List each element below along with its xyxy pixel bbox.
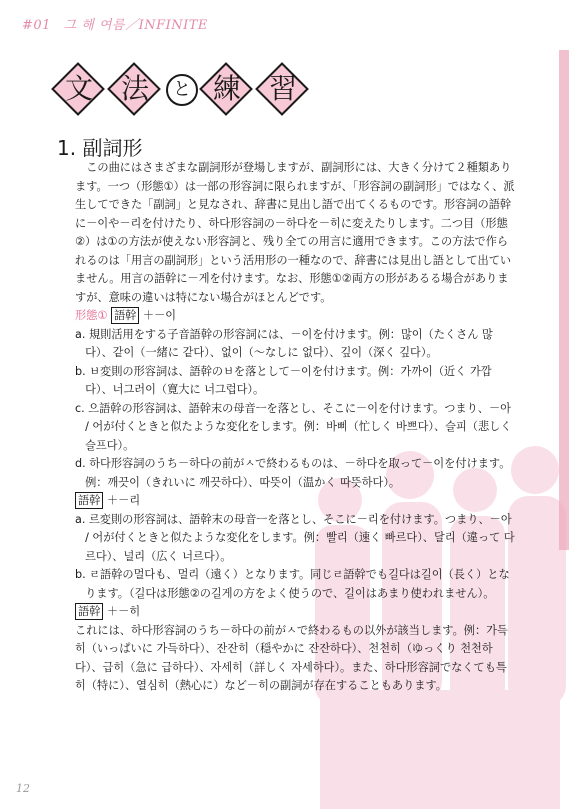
title-char-5: 習 [256,63,310,117]
form1-heading [75,307,515,326]
form1-item-d: d. 하다形容詞のうち－하다の前がㅅで終わるものは、－하다を取って－이を付けます。例：깨끗이（きれいに 깨끗하다）、따뜻이（温かく 따뜻하다）。 [75,457,511,489]
form3-box: 語幹 [75,603,103,620]
form1-box: 語幹 [111,307,139,324]
form1-label: 形態① [75,309,108,322]
title-char-1: 文 [52,63,106,117]
title-char-4: 練 [200,63,254,117]
song-title: 그 해 여름／INFINITE [63,18,208,33]
form2-item-b: b. ㄹ語幹の멀다も、멀리（遠く）となります。同じㄹ語幹でも길다は길이（長く）となります。（길다は形態②の길게の方をよく使うので、길이はあまり使われません）。 [75,568,510,600]
main-body [75,159,515,696]
form1-item-a: a. 規則活用をする子音語幹の形容詞には、－이を付けます。例：많이（たくさん 많다）、같이（一緒に 같다）、없이（～なしに 없다）、깊이（深く 깊다）。 [75,327,493,359]
title-char-2: 法 [108,63,162,117]
episode-number: #01 [22,18,51,33]
form2-item-a: a. 르変則の形容詞は、語幹末の母音ㅡを落とし、そこに－리を付けます。つまり、－아 / 어が付くときと似たような変化をします。例：빨리（速く 빠르다）、달리（違って 다르다）、널리（広く 너르다）。 [75,512,515,563]
section-heading: 1. 副詞形 [57,136,143,160]
form3-heading [75,603,515,622]
intro-paragraph: この曲にはさまざまな副詞形が登場しますが、副詞形には、大きく分けて２種類あります。一つ（形態①）は一部の形容詞に限られますが、「形容詞の副詞形」ではなく、派生してできた「副詞」と見なされ、辞書に見出し語で出てくるものです。形容詞の語幹に－이や－리を付けたり、하다形容詞の－하다を－히に変えたりします。二つ目（形態②）は①の方法が使えない形容詞と、残り全ての用言に適用できます。この方法で作られるのは「用言の副詞形」という活用形の一種なので、辞書には見出し語として出ていません。用言の語幹に－게を付けます。なお、形態①②両方の形があるる場合がありますが、意味の違いは特にない場合がほとんどです。 [75,161,515,304]
form2-heading [75,492,515,511]
page-number: 12 [16,782,30,795]
title-char-3: と [166,74,198,106]
form1-suffix: ＋－이 [142,309,177,322]
form3-suffix: ＋－히 [106,605,141,618]
form1-item-b: b. ㅂ変則の形容詞は、語幹のㅂを落として－이を付けます。例：가까이（近く 가깝다）、너그러이（寛大に 너그럽다）。 [75,364,492,396]
form2-suffix: ＋－리 [106,494,141,507]
running-header [22,14,208,33]
form3-body: これには、하다形容詞のうち－하다の前がㅅで終わるもの以外が該当します。例：가득히（いっぱいに 가득하다）、잔잔히（穏やかに 잔잔하다）、천천히（ゆっくり 천천하다）、급히（急に 급하다）、자세히（詳しく 자세하다）。また、하다形容詞でなくても특히（特に）、열심히（熱心に）など－히の副詞が存在することもあります。 [75,623,508,692]
form2-box: 語幹 [75,492,103,509]
form1-item-c: c. 으語幹の形容詞は、語幹末の母音ㅡを落とし、そこに－이を付けます。つまり、－아 / 어が付くときと似たような変化をします。例：바삐（忙しく 바쁘다）、슬피（悲しく 슬프다）。 [75,401,512,452]
